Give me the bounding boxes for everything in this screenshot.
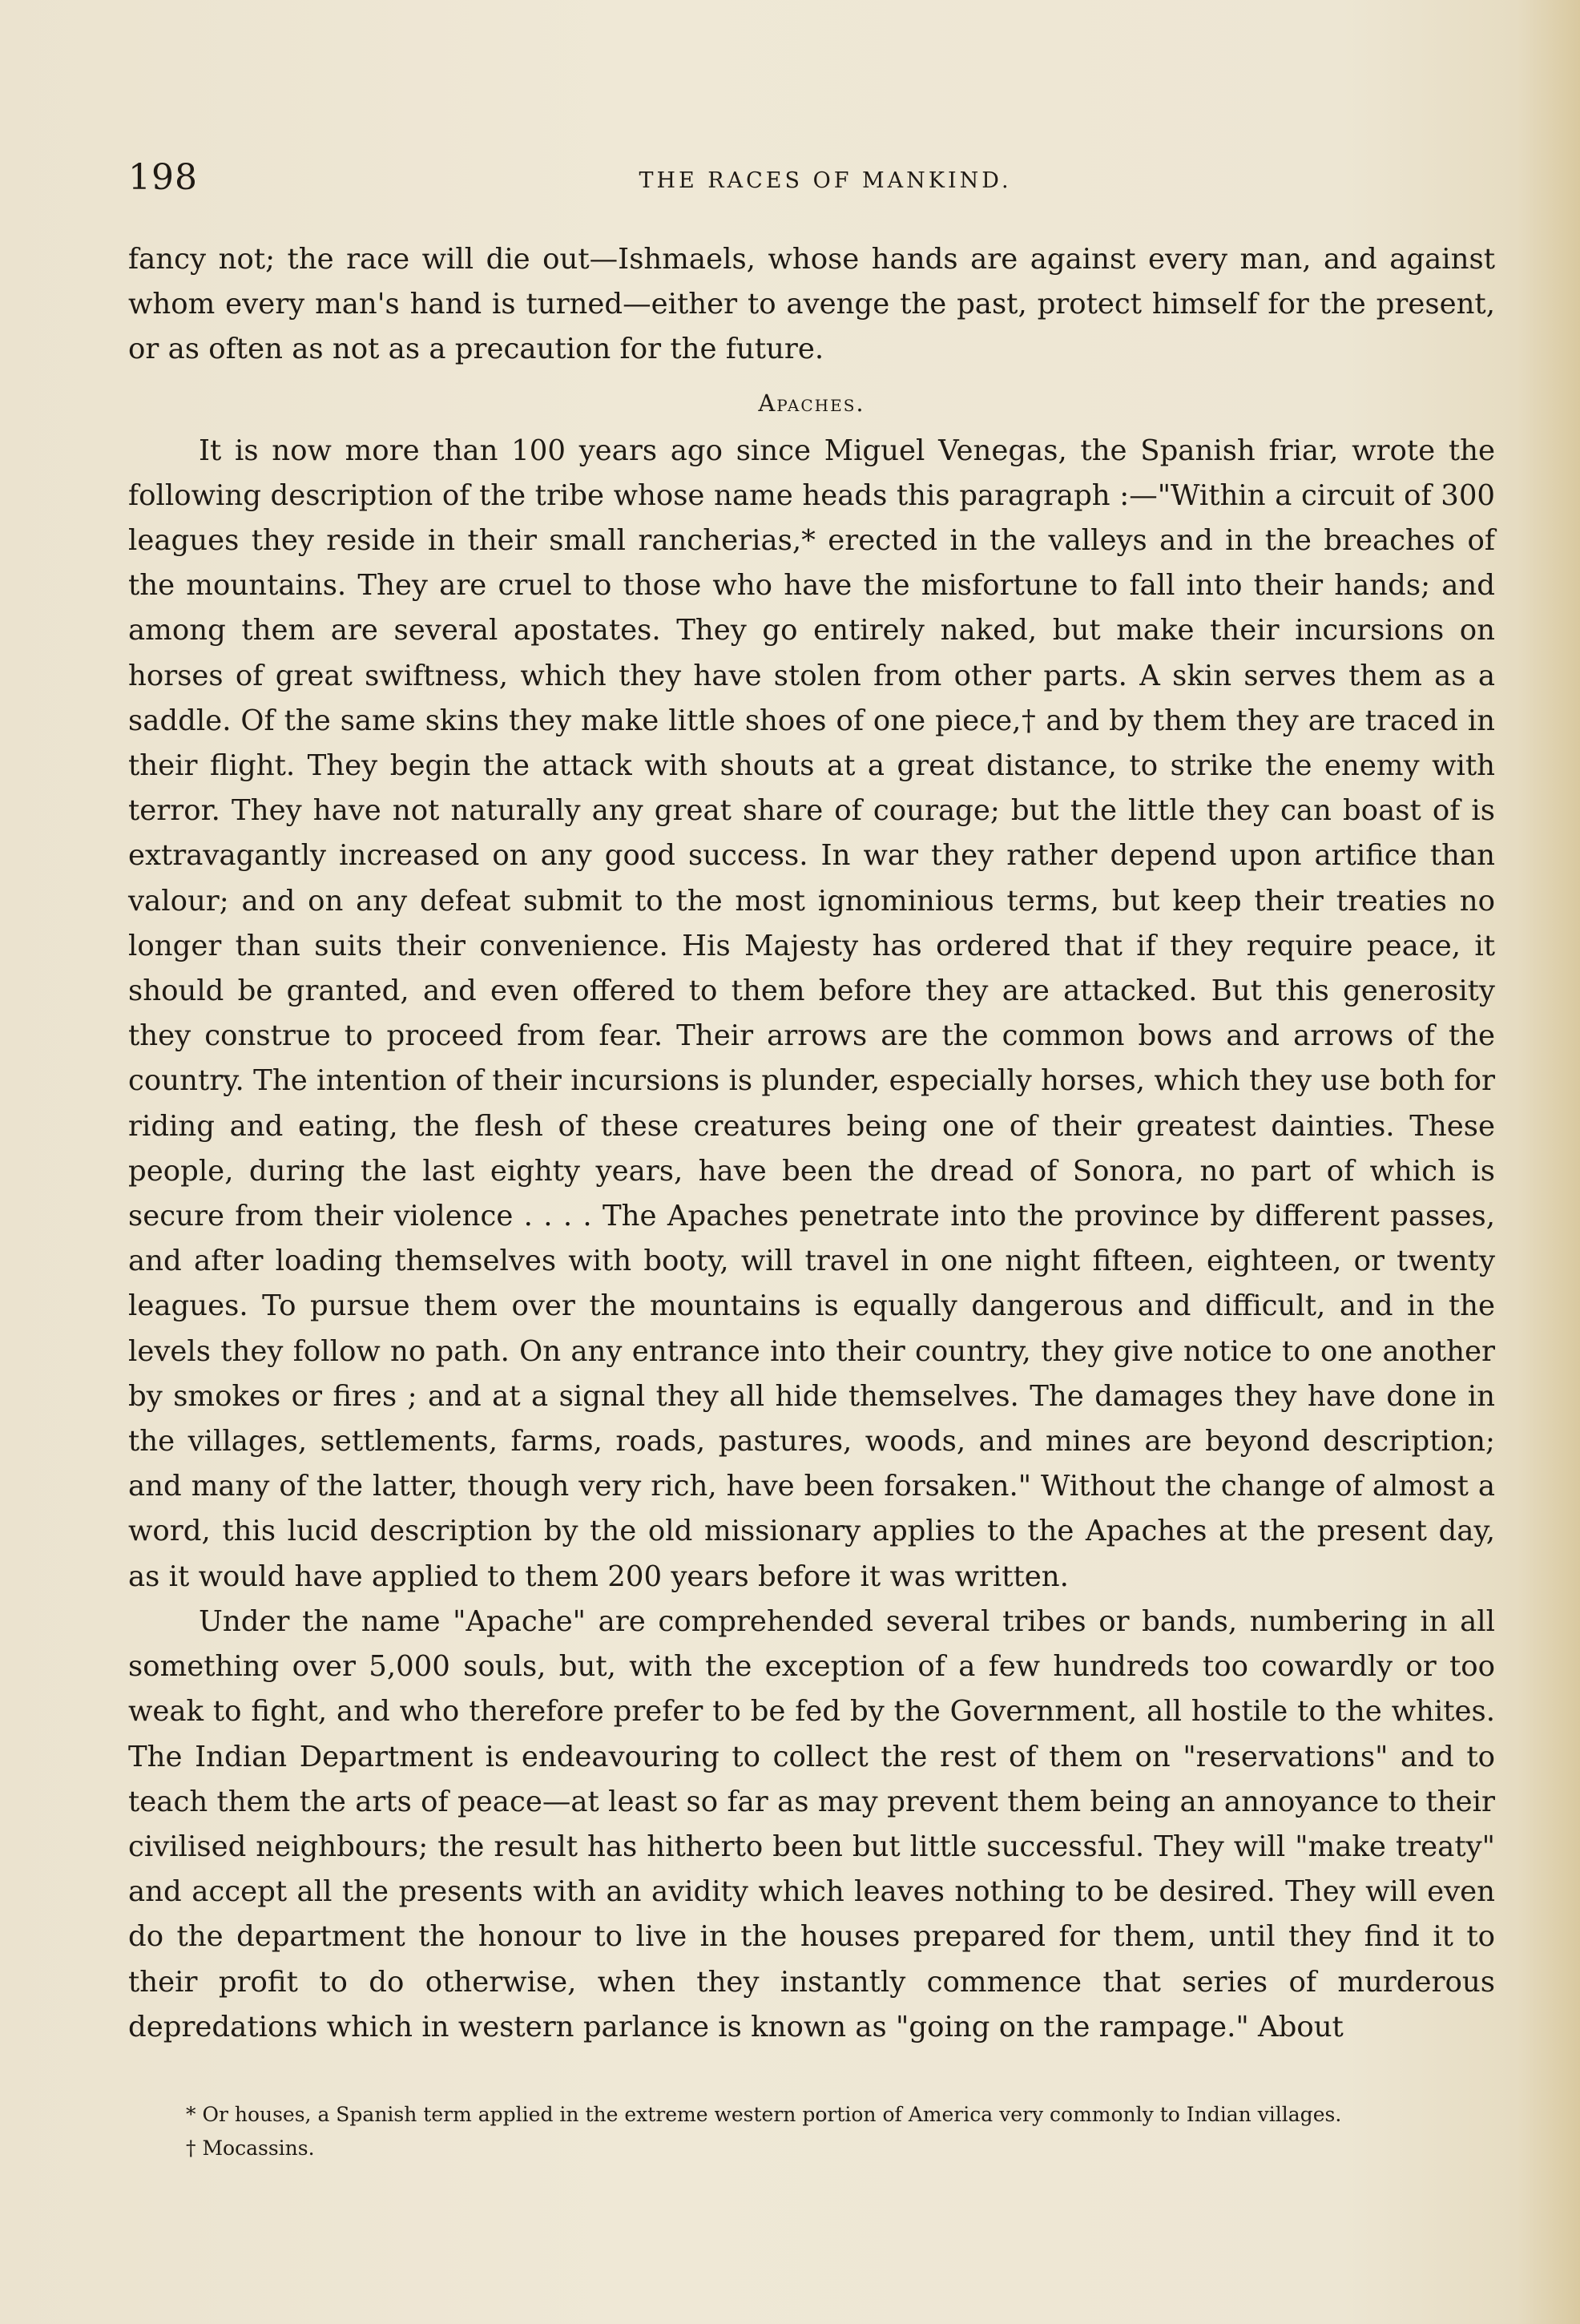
running-title: THE RACES OF MANKIND. [639,168,1012,193]
intro-paragraph: fancy not; the race will die out—Ishmaels, whose hands are against every man, and against whom every man's hand is turned—either to avenge the past, protect himself for the present, or as often as not as a precaution for the future. [128,243,1495,366]
page-number: 198 [128,157,198,198]
paragraph-apache-tribes: Under the name "Apache" are comprehended several tribes or bands, numbering in all something over 5,000 souls, but, with the exception of a few hundreds too cowardly or too weak to fight, and who therefore prefer to be fed by the Government, all hostile to the whites. The Indian Department is endeavouring to collect the rest of them on "reservations" and to teach them the arts of peace—at least so far as may prevent them being an annoyance to their civilised neighbours; the result has hitherto been but little successful. They will "make treaty" and accept all the presents with an avidity which leaves nothing to be desired. They will even do the department the honour to live in the houses prepared for them, until they find it to their profit to do otherwise, when they instantly commence that series of murderous depredations which in western parlance is known as "going on the rampage." About [128,1604,1495,2044]
footnote-rancherias: * Or houses, a Spanish term applied in the extreme western portion of America very commonly to Indian villages. [186,2103,1342,2126]
body-text [128,237,1495,2050]
footnotes [186,2098,1500,2165]
footnote-mocassins: † Mocassins. [186,2136,315,2160]
section-heading: Apaches. [758,389,865,417]
page-header [128,157,1522,205]
paragraph-apaches-description: It is now more than 100 years ago since Miguel Venegas, the Spanish friar, wrote the following description of the tribe whose name heads this paragraph :—"Within a circuit of 300 leagues they reside in their small rancherias,* erected in the valleys and in the breaches of the mountains. They are cruel to those who have the misfortune to fall into their hands; and among them are several apostates. They go entirely naked, but make their incursions on horses of great swiftness, which they have stolen from other parts. A skin serves them as a saddle. Of the same skins they make little shoes of one piece,† and by them they are traced in their flight. They begin the attack with shouts at a great distance, to strike the enemy with terror. They have not naturally any great share of courage; but the little they can boast of is extravagantly increased on any good success. In war they rather depend upon artifice than valour; and on any defeat submit to the most ignominious terms, but keep their treaties no longer than suits their convenience. His Majesty has ordered that if they require peace, it should be granted, and even offered to them before they are attacked. But this generosity they construe to proceed from fear. Their arrows are the common bows and arrows of the country. The intention of their incursions is plunder, especially horses, which they use both for riding and eating, the flesh of these creatures being one of their greatest dainties. These people, during the last eighty years, have been the dread of Sonora, no part of which is secure from their violence . . . . The Apaches penetrate into the province by different passes, and after loading themselves with booty, will travel in one night fifteen, eighteen, or twenty leagues. To pursue them over the mountains is equally dangerous and difficult, and in the levels they follow no path. On any entrance into their country, they give notice to one another by smokes or fires ; and at a signal they all hide themselves. The damages they have done in the villages, settlements, farms, roads, pastures, woods, and mines are beyond description; and many of the latter, though very rich, have been forsaken." Without the change of almost a word, this lucid description by the old missionary applies to the Apaches at the present day, as it would have applied to them 200 years before it was written. [128,434,1495,1593]
